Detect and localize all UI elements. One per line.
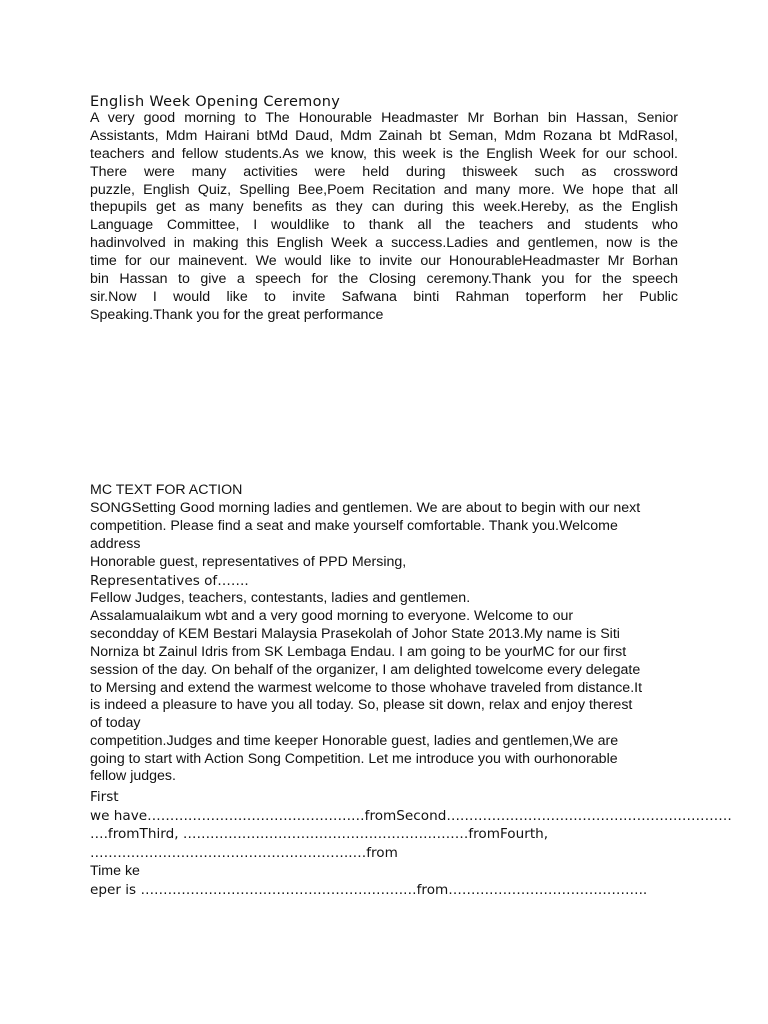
judges-section (90, 788, 732, 899)
judges-line: ….fromThird, ………………………………………………………fromFourth, (90, 826, 549, 842)
mc-line: Fellow Judges, teachers, contestants, ladies and gentlemen. (90, 590, 471, 607)
timekeeper-line: eper is ………………………………………………….…from…………………………………….. (90, 881, 648, 898)
paragraph-line: thepupils get as many benefits as they can during this week.Hereby, as the English (90, 199, 678, 216)
mc-line: to Mersing and extend the warmest welcome to those whohave traveled from distance.It (90, 679, 643, 696)
paragraph-line: puzzle, English Quiz, Spelling Bee,Poem Recitation and many more. We hope that all (90, 181, 678, 198)
paragraph-line: time for our mainevent. We would like to invite our HonourableHeadmaster Mr Borhan (90, 253, 678, 270)
mc-line: competition.Judges and time keeper Honorable guest, ladies and gentlemen,We are (90, 733, 619, 750)
paragraph-line: hadinvolved in making this English Week a success.Ladies and gentlemen, now is the (90, 235, 678, 252)
mc-line: session of the day. On behalf of the organizer, I am delighted towelcome every delegate (90, 661, 641, 678)
paragraph-line: A very good morning to The Honourable Headmaster Mr Borhan bin Hassan, Senior (90, 110, 678, 126)
judges-line: we have…………………………………………fromSecond……………………………………………………… (90, 807, 732, 824)
paragraph-line: sir.Now I would like to invite Safwana binti Rahman toperform her Public (90, 288, 678, 305)
document-title: English Week Opening Ceremony (90, 94, 341, 110)
mc-line: going to start with Action Song Competition. Let me introduce you with ourhonorable (90, 751, 618, 768)
mc-line: fellow judges. (90, 768, 176, 785)
mc-line: secondday of KEM Bestari Malaysia Prasekolah of Johor State 2013.My name is Siti (90, 625, 620, 642)
mc-line: SONGSetting Good morning ladies and gentlemen. We are about to begin with our next (90, 499, 641, 516)
timekeeper-line: Time ke (90, 863, 140, 879)
paragraph-line: Language Committee, I wouldlike to thank all the teachers and students who (90, 217, 678, 234)
paragraph-line: teachers and fellow students.As we know, this week is the English Week for our school. (90, 145, 678, 162)
mc-line: is indeed a pleasure to have you all today. So, please sit down, relax and enjoy therest (90, 697, 633, 714)
mc-text-section (90, 482, 678, 783)
paragraph-line: There were many activities were held during thisweek such as crossword (90, 163, 678, 180)
mc-line: Assalamualaikum wbt and a very good morning to everyone. Welcome to our (90, 607, 574, 624)
mc-line: competition. Please find a seat and make yourself comfortable. Thank you.Welcome (90, 517, 618, 534)
mc-line: of today (90, 715, 141, 732)
judges-line: ………………………………………………….…from (90, 844, 398, 861)
paragraph-line: Speaking.Thank you for the great performance (90, 306, 384, 323)
opening-paragraph (90, 110, 678, 325)
mc-line: address (90, 535, 141, 552)
representatives-line: Representatives of……. (90, 572, 249, 589)
paragraph-line: bin Hassan to give a speech for the Closing ceremony.Thank you for the speech (90, 271, 678, 288)
mc-line: Honorable guest, representatives of PPD Mersing, (90, 553, 407, 570)
mc-line: Norniza bt Zainul Idris from SK Lembaga Endau. I am going to be yourMC for our first (90, 643, 627, 660)
judges-line: First (90, 789, 119, 805)
paragraph-line: Assistants, Mdm Hairani btMd Daud, Mdm Zainah bt Seman, Mdm Rozana bt MdRasol, (90, 127, 678, 144)
mc-heading: MC TEXT FOR ACTION (90, 482, 243, 498)
